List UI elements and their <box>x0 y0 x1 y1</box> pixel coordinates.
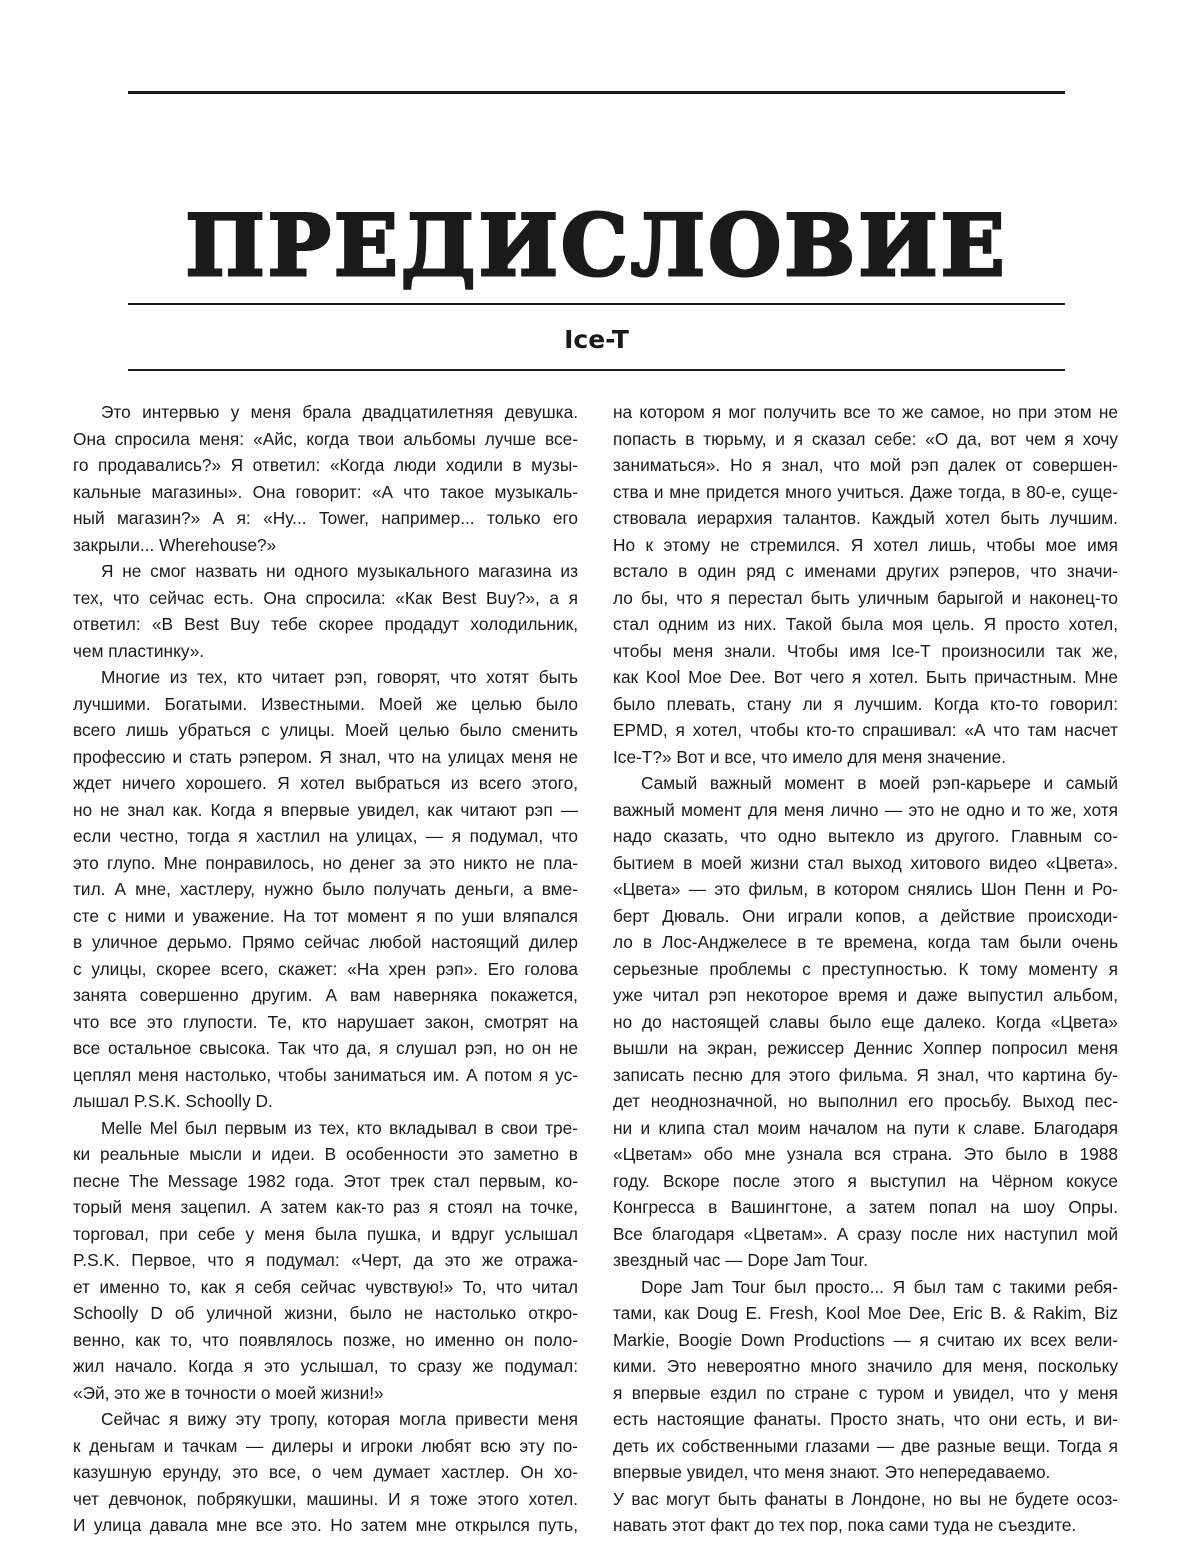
text-line: навать этот факт до тех пор, пока сами туда не съездите. <box>613 1515 1077 1535</box>
text-line: впервые увидел, что меня знают. Это непередаваемо. <box>613 1462 1051 1482</box>
text-line: торый меня зацепил. А затем как-то раз я стоял на точке, <box>73 1197 578 1217</box>
text-line: кими. Это невероятно много значило для меня, поскольку <box>613 1356 1118 1376</box>
text-line: занята совершенно другим. А вам наверняка покажется, <box>73 985 578 1005</box>
author-rule-top <box>128 303 1065 305</box>
text-line: кальные магазины». Она говорит: «А что такое музыкаль- <box>73 481 578 502</box>
text-line: серьезные проблемы с преступностью. К тому моменту я <box>613 958 1118 979</box>
text-line: тами, как Doug E. Fresh, Kool Moe Dee, Eric B. & Rakim, Biz <box>613 1303 1118 1323</box>
text-line: дет неоднозначной, но выполнил его просьбу. Выход пес- <box>613 1091 1118 1111</box>
text-line: ждет ничего хорошего. Я хотел выбраться из всего этого, <box>73 773 578 793</box>
text-line: Многие из тех, кто читает рэп, говорят, что хотят быть <box>101 667 578 687</box>
text-line: уже читал рэп некоторое время и даже выпустил альбом, <box>613 985 1118 1005</box>
text-line: деть их собственными глазами — две разные вещи. Тогда я <box>613 1435 1118 1456</box>
text-line: закрыли... Wherehouse?» <box>73 534 277 555</box>
text-line: ло бы, что я перестал быть уличным барыгой и наконец-то <box>613 587 1118 608</box>
text-line: песне The Message 1982 года. Этот трек стал первым, ко- <box>73 1170 578 1191</box>
text-line: торговал, при себе у меня была пушка, и вдруг услышал <box>73 1223 578 1244</box>
text-line: го продавались?» Я ответил: «Когда люди ходили в музы- <box>73 455 578 475</box>
text-line: есть настоящие фанаты. Просто знать, что они есть, и ви- <box>613 1409 1118 1429</box>
text-line: записать песню для этого фильма. Я знал, что картина бу- <box>613 1064 1118 1085</box>
paragraph <box>613 770 1118 1274</box>
text-line: стал одним из них. Такой была моя цель. Я просто хотел, <box>613 614 1118 634</box>
text-line: У вас могут быть фанаты в Лондоне, но вы не будете осоз- <box>613 1488 1118 1509</box>
text-line: EPMD, я хотел, чтобы кто-то спрашивал: «А что там насчет <box>613 720 1118 740</box>
text-line: Melle Mel был первым из тех, кто вкладывал в свои тре- <box>101 1117 578 1138</box>
text-line: тех, что сейчас есть. Она спросила: «Как Best Buy?», а я <box>73 587 578 608</box>
text-line: Все благодаря «Цветам». А сразу после них наступил мой <box>613 1223 1118 1244</box>
text-line: лышал P.S.K. Schoolly D. <box>73 1091 273 1111</box>
text-line: важный момент для меня лично — это не одно и то же, хотя <box>613 799 1118 820</box>
text-line: лучшими. Богатыми. Известными. Моей же целью было <box>73 693 578 714</box>
paragraph <box>613 399 1118 770</box>
text-line: «Цветам» обо мне узнала вся страна. Это было в 1988 <box>613 1144 1118 1164</box>
text-line: чтобы меня знали. Чтобы имя Ice-T произносили так же, <box>613 640 1118 661</box>
text-line: на котором я мог получить все то же самое, но при этом не <box>613 402 1118 422</box>
text-line: цеплял меня настолько, чтобы заниматься им. А потом я ус- <box>73 1064 578 1085</box>
text-line: Markie, Boogie Down Productions — я считаю их всех вели- <box>613 1329 1118 1350</box>
text-line: что все это глупости. Те, кто нарушает закон, смотрят на <box>73 1011 578 1032</box>
text-line: бытием в моей жизни стал выход хитового видео «Цвета». <box>613 852 1118 873</box>
text-line: Я не смог назвать ни одного музыкального магазина из <box>101 561 578 581</box>
text-line: но не знал как. Когда я впервые увидел, как читают рэп — <box>73 799 578 820</box>
text-line: чет девчонок, побрякушки, машины. И я тоже этого хотел. <box>73 1488 578 1509</box>
text-line: Самый важный момент в моей рэп-карьере и самый <box>641 773 1118 793</box>
paragraph <box>73 664 578 1115</box>
text-line: ответил: «В Best Buy тебе скорее продадут холодильник, <box>73 614 578 634</box>
text-line: тил. А мне, хастлеру, нужно было получать деньги, а вме- <box>73 879 578 899</box>
text-line: попасть в тюрьму, и я сказал себе: «О да, вот чем я хочу <box>613 428 1118 449</box>
text-line: Schoolly D об уличной жизни, было не настолько откро- <box>73 1303 578 1323</box>
text-line: профессию и стать рэпером. Я знал, что на улицах меня не <box>73 746 578 767</box>
text-line: венно, как то, что появлялось позже, но именно он поло- <box>73 1329 578 1350</box>
text-line: ствовала иерархия талантов. Каждый хотел быть лучшим. <box>613 508 1118 528</box>
text-line: «Цвета» — это фильм, в котором снялись Шон Пенн и Ро- <box>613 879 1118 899</box>
text-line: P.S.K. Первое, что я подумал: «Черт, да это же отража- <box>73 1250 578 1270</box>
text-line: Это интервью у меня брала двадцатилетняя девушка. <box>101 402 578 422</box>
text-line: ства и мне придется много учиться. Даже тогда, в 80-е, суще- <box>613 481 1118 502</box>
text-line: И улица давала мне все это. Но затем мне открылся путь, <box>73 1515 578 1535</box>
text-line: берт Дюваль. Они играли копов, а действие происходи- <box>613 905 1118 926</box>
text-line: к деньгам и тачкам — дилеры и игроки любят всю эту по- <box>73 1435 578 1456</box>
text-line: с улицы, скорее всего, скажет: «На хрен рэп». Его голова <box>73 958 578 979</box>
text-line: ни и клипа стал моим началом на пути к славе. Благодаря <box>613 1117 1118 1138</box>
text-line: было плевать, стану ли я лучшим. Когда кто-то говорил: <box>613 693 1118 714</box>
text-line: ет именно то, как я себя сейчас чувствую!» То, что читал <box>73 1276 578 1297</box>
text-line: чем пластинку». <box>73 640 205 661</box>
author-rule-bottom <box>128 369 1065 371</box>
text-line: в уличное дерьмо. Прямо сейчас любой настоящий дилер <box>73 932 578 952</box>
text-column-right <box>613 399 1118 1539</box>
chapter-title: ПРЕДИСЛОВИЕ <box>185 196 1008 296</box>
text-line: надо сказать, что одно вытекло из другого. Главным со- <box>613 826 1118 846</box>
text-line: это глупо. Мне понравилось, но денег за это никто не пла- <box>73 852 578 873</box>
text-line: вышли на экран, режиссер Деннис Хоппер попросил меня <box>613 1038 1118 1058</box>
text-line: но до настоящей славы было еще далеко. Когда «Цвета» <box>613 1011 1118 1032</box>
text-line: ки реальные мысли и идеи. В особенности это заметно в <box>73 1144 578 1164</box>
text-line: встало в один ряд с именами других рэперов, что значи- <box>613 561 1118 581</box>
text-line: как Kool Moe Dee. Вот чего я хотел. Быть причастным. Мне <box>613 667 1118 687</box>
text-line: всего лишь убраться с улицы. Моей целью было сменить <box>73 720 578 740</box>
paragraph <box>73 399 578 558</box>
text-line: Она спросила меня: «Айс, когда твои альбомы лучше все- <box>73 428 578 449</box>
text-line: звездный час — Dope Jam Tour. <box>613 1250 869 1270</box>
text-line: казушную ерунду, это все, о чем думает хастлер. Он хо- <box>73 1462 578 1482</box>
text-line: «Эй, это же в точности о моей жизни!» <box>73 1382 384 1403</box>
paragraph <box>73 558 578 664</box>
text-line: заниматься». Но я знал, что мой рэп далек от совершен- <box>613 455 1118 475</box>
text-line: жил начало. Когда я это услышал, то сразу же подумал: <box>73 1356 578 1376</box>
text-column-left <box>73 399 578 1539</box>
text-line: сте с ними и уважение. На тот момент я по уши вляпался <box>73 905 578 926</box>
text-line: Но к этому не стремился. Я хотел лишь, чтобы мое имя <box>613 534 1118 555</box>
paragraph <box>613 1274 1118 1486</box>
top-rule <box>128 91 1065 94</box>
text-line: ло в Лос-Анджелесе в те времена, когда там были очень <box>613 932 1118 952</box>
text-line: Сейчас я вижу эту тропу, которая могла привести меня <box>101 1409 578 1429</box>
text-line: ный магазин?» А я: «Ну... Tower, например... только его <box>73 508 578 528</box>
paragraph <box>613 1486 1118 1539</box>
paragraph <box>73 1115 578 1407</box>
text-line: я впервые ездил по стране с туром и увидел, что у меня <box>613 1382 1118 1403</box>
text-line: Конгресса в Вашингтоне, а затем попал на шоу Опры. <box>613 1197 1118 1217</box>
text-line: Dope Jam Tour был просто... Я был там с такими ребя- <box>641 1276 1118 1297</box>
text-line: Ice-T?» Вот и все, что имело для меня значение. <box>613 746 1006 767</box>
text-line: если честно, тогда я хастлил на улицах, — я подумал, что <box>73 826 578 846</box>
text-line: все остальное свысока. Так что да, я слушал рэп, но он не <box>73 1038 578 1058</box>
author-name: Ice-T <box>564 325 629 354</box>
paragraph <box>73 1406 578 1539</box>
text-line: году. Вскоре после этого я выступил на Чёрном кокусе <box>613 1170 1118 1191</box>
